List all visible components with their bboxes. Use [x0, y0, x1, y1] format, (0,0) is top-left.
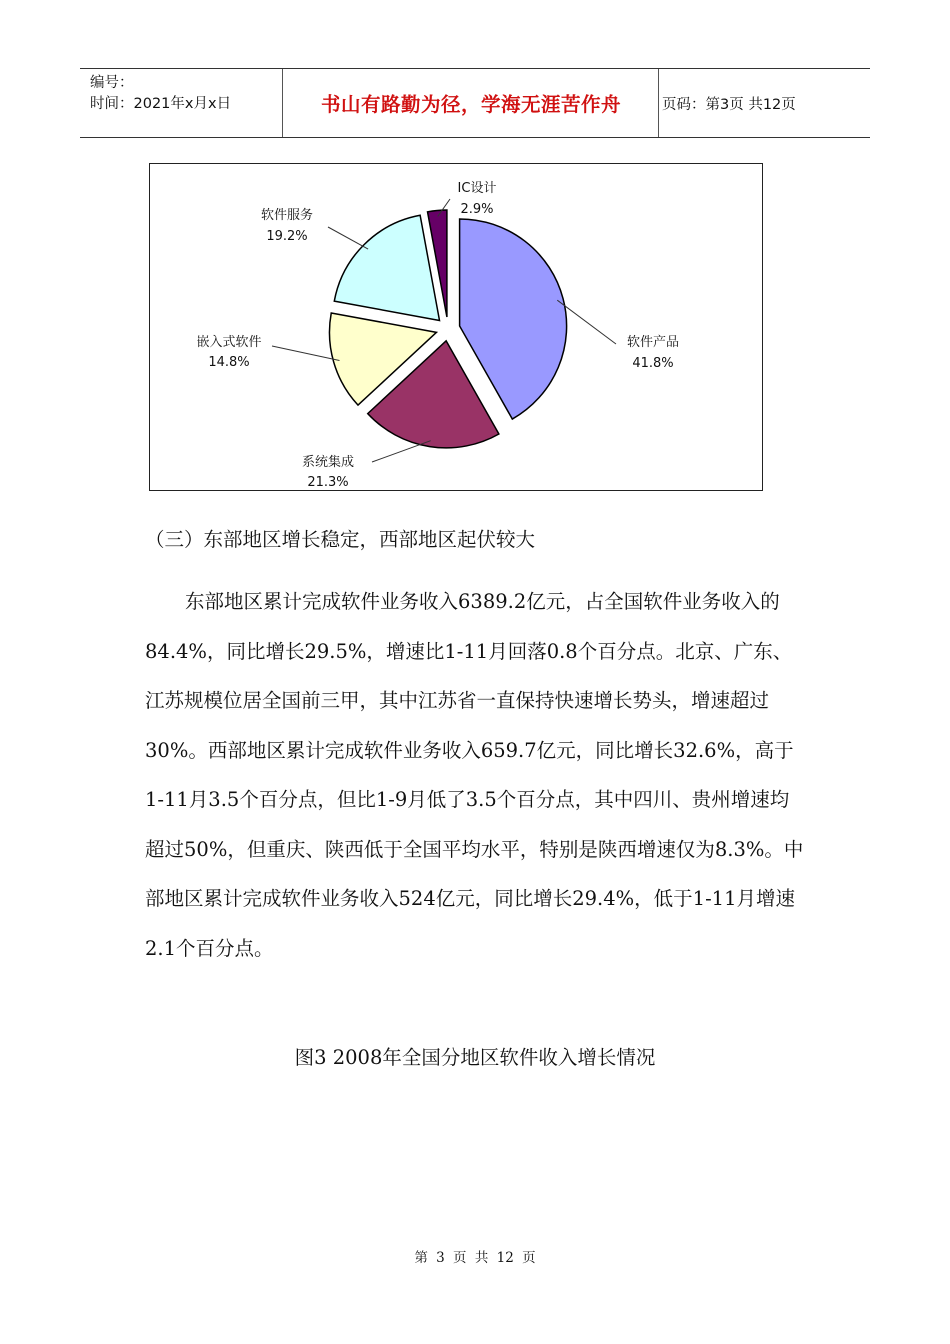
pie-leader-line-3 [328, 227, 368, 249]
figure-caption: 图3 2008年全国分地区软件收入增长情况 [294, 1046, 656, 1069]
pie-slice-value-label: 21.3% [307, 475, 349, 490]
header-divider [282, 69, 283, 137]
section-heading: （三）东部地区增长稳定，西部地区起伏较大 [145, 528, 536, 551]
header-motto: 书山有路勤为径，学海无涯苦作舟 [320, 93, 621, 116]
header-divider [658, 69, 659, 137]
time-label: 时间：2021年x月x日 [90, 96, 232, 112]
pie-leader-line-2 [272, 346, 339, 361]
code-label: 编号： [90, 75, 134, 91]
pie-slice-value-label: 19.2% [266, 229, 308, 244]
pie-slice-3 [334, 215, 439, 320]
pie-slice-name-label: 嵌入式软件 [196, 335, 262, 350]
page-header [80, 68, 870, 138]
pie-slice-value-label: 2.9% [460, 202, 494, 217]
pie-slice-name-label: 软件产品 [626, 335, 680, 350]
pie-chart-frame [149, 163, 763, 491]
pie-slice-value-label: 41.8% [632, 356, 674, 371]
pie-leader-line-1 [372, 441, 431, 462]
pie-slice-value-label: 14.8% [208, 355, 250, 370]
pie-slice-name-label: 系统集成 [301, 455, 355, 470]
pie-slice-0 [460, 219, 567, 419]
header-meta [90, 73, 280, 115]
header-page-info: 页码：第3页 共12页 [662, 96, 796, 113]
pie-slice-name-label: IC设计 [457, 181, 497, 196]
pie-chart [150, 164, 762, 490]
pie-slice-name-label: 软件服务 [260, 208, 314, 223]
body-paragraph: 东部地区累计完成软件业务收入6389.2亿元，占全国软件业务收入的84.4%，同比增长29.5%，增速比1-11月回落0.8个百分点。北京、广东、江苏规模位居全国前三甲，其中江苏省一直保持快速增长势头，增速超过30%。西部地区累计完成软件业务收入659.7亿元，同比增长32.6%，高于1-11月3.5个百分点，但比1-9月低了3.5个百分点，其中四川、贵州增速均超过50%，但重庆、陕西低于全国平均水平，特别是陕西增速仅为8.3%。中部地区累计完成软件业务收入524亿元，同比增长29.4%，低于1-11月增速2.1个百分点。 [145, 590, 804, 960]
page-footer: 第 3 页 共 12 页 [414, 1250, 536, 1266]
